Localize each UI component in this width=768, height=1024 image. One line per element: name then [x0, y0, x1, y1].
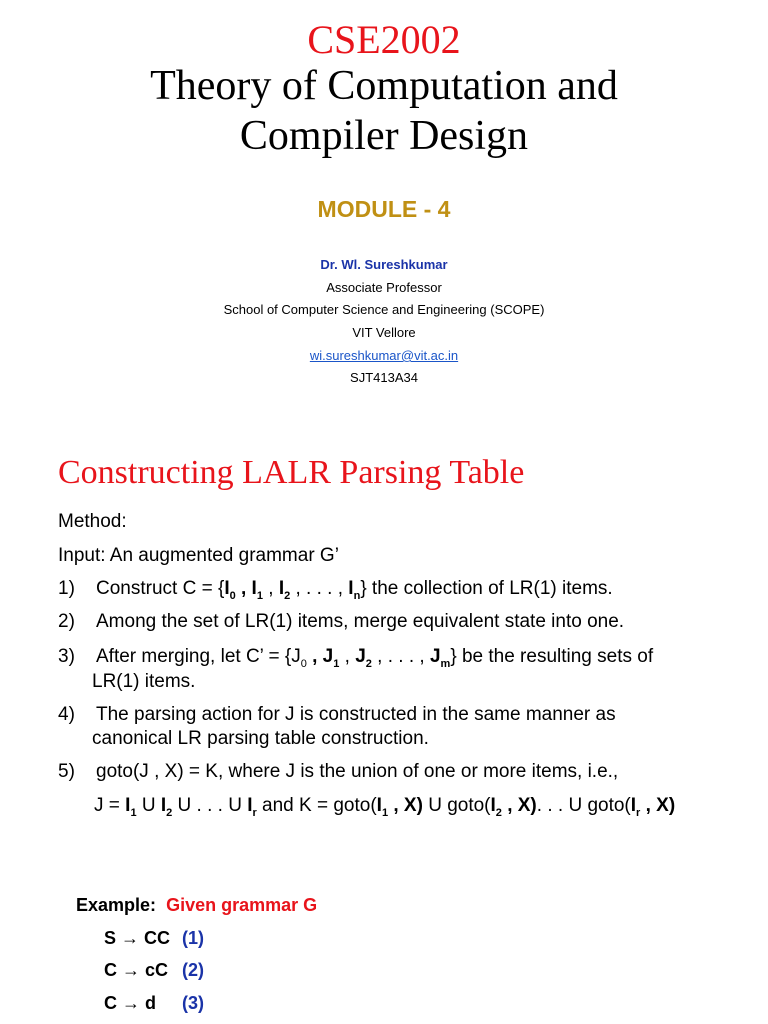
author-email-row — [0, 347, 768, 365]
step-2 — [58, 611, 624, 633]
step-4-continuation: canonical LR parsing table construction. — [92, 728, 429, 749]
step-text-rest: } the collection of LR(1) items. — [360, 578, 613, 599]
production-1 — [104, 928, 204, 949]
production-number: (3) — [182, 993, 204, 1013]
step-number: 5) — [58, 761, 75, 782]
production-2 — [104, 960, 204, 981]
course-title-line-2: Compiler Design — [239, 113, 529, 159]
example-given: Given grammar G — [166, 895, 318, 915]
step-text-rest: } be the resulting sets of — [450, 646, 654, 667]
example-label: Example: — [76, 895, 157, 915]
step-text: After merging, let C’ = { — [96, 646, 292, 667]
production-3 — [104, 993, 204, 1014]
production-number: (1) — [182, 928, 204, 948]
production-number: (2) — [182, 960, 204, 980]
production-rule: C → cC — [104, 960, 169, 980]
author-school: School of Computer Science and Engineering (SCOPE) — [223, 302, 545, 317]
step-number: 2) — [58, 611, 75, 632]
step-text: goto(J , X) = K, where J is the union of one or more items, i.e., — [96, 761, 619, 782]
step-text: The parsing action for J is constructed in the same manner as — [96, 704, 616, 725]
course-code: CSE2002 — [307, 17, 461, 62]
method-label: Method: — [58, 511, 127, 532]
production-rule: C → d — [104, 993, 156, 1013]
production-rule: S → CC — [104, 928, 171, 948]
module-label: MODULE - 4 — [317, 196, 451, 222]
author-email-link[interactable]: wi.sureshkumar@vit.ac.in — [309, 348, 459, 363]
step-4 — [58, 704, 616, 726]
author-designation: Associate Professor — [326, 280, 442, 295]
example-heading — [76, 895, 317, 916]
step-5 — [58, 761, 618, 783]
step-5-formula: $J = I_1$ U $I_2$ U . . . U $I_r$ and $K = goto(I_1$ , X) U $goto(I_2$ , X). . . U $goto(I_r$ , X) — [94, 795, 676, 819]
section-heading: Constructing LALR Parsing Table — [58, 454, 525, 491]
step-1: 1) Construct $C = \{I_0$ , $I_1$ , $I_2$ , . . . , $I_n$} the collection of LR(1) items. — [58, 578, 613, 602]
course-title-line-1: Theory of Computation and — [150, 63, 618, 109]
input-line: Input: An augmented grammar G’ — [58, 545, 339, 566]
author-campus: VIT Vellore — [352, 325, 416, 340]
author-name: Dr. Wl. Sureshkumar — [320, 257, 448, 272]
author-room: SJT413A34 — [350, 370, 418, 385]
step-3-continuation: LR(1) items. — [92, 671, 196, 692]
step-3: 3) After merging, let C’ = {$J_0$ , $J_1$ , $J_2$ , . . . , $J_m$} be the resulting sets of — [58, 646, 654, 670]
step-text: Among the set of LR(1) items, merge equivalent state into one. — [96, 611, 625, 632]
step-number: 3) — [58, 646, 75, 667]
step-text: Construct C = { — [96, 578, 225, 599]
step-number: 4) — [58, 704, 75, 725]
step-number: 1) — [58, 578, 75, 599]
